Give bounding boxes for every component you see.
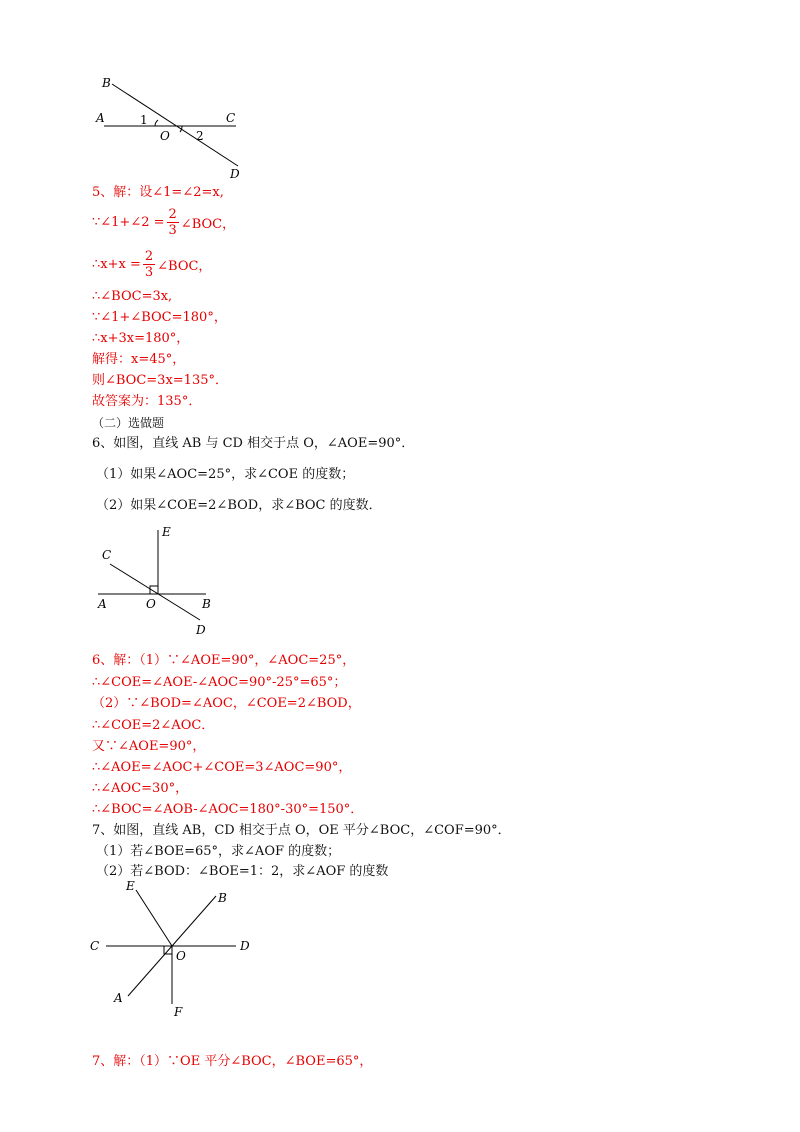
label-F: F (174, 1005, 183, 1019)
label-A: A (98, 597, 107, 611)
q7-part-1: （1）若∠BOE=65°，求∠AOF 的度数； (96, 844, 341, 859)
fraction-two-thirds (167, 207, 179, 238)
label-B: B (102, 76, 111, 90)
sol5-line-2-post: ∠BOC， (180, 217, 236, 232)
label-O: O (146, 597, 156, 611)
label-D: D (230, 167, 240, 181)
sol5-line-2 (92, 207, 235, 238)
label-E: E (162, 525, 171, 539)
label-D: D (240, 939, 250, 953)
figure-problem-6 (92, 524, 222, 639)
sol5-line-9: 故答案为：135°． (92, 394, 202, 409)
sol5-line-5: ∵∠1+∠BOC=180°， (92, 310, 227, 325)
q6-part-1: （1）如果∠AOC=25°，求∠COE 的度数； (96, 467, 355, 482)
sol5-line-7: 解得：x=45°， (92, 352, 186, 367)
sol5-line-8: 则∠BOC=3x=135°． (92, 373, 228, 388)
sol6-line-6: ∴∠AOE=∠AOC+∠COE=3∠AOC=90°， (92, 760, 352, 775)
label-A: A (114, 991, 123, 1005)
label-D: D (196, 623, 206, 637)
fraction-numerator: 2 (144, 249, 154, 264)
label-A: A (96, 111, 105, 125)
label-B: B (202, 597, 211, 611)
q6-part-2: （2）如果∠COE=2∠BOD，求∠BOC 的度数． (96, 498, 382, 513)
fraction-two-thirds (143, 249, 155, 280)
line-CD (110, 564, 200, 620)
figure-problem-5 (90, 74, 250, 184)
sol6-line-2: ∴∠COE=∠AOE-∠AOC=90°-25°=65°； (92, 675, 347, 690)
line-BD (112, 84, 238, 166)
label-C: C (226, 111, 236, 125)
sol7-line-1: 7、解：（1）∵OE 平分∠BOC，∠BOE=65°， (92, 1054, 373, 1069)
label-B: B (218, 891, 227, 905)
label-2: 2 (196, 129, 204, 143)
sol5-line-3 (92, 249, 211, 280)
label-O: O (160, 129, 170, 143)
figure-problem-7 (88, 878, 263, 1018)
q6-stem: 6、如图，直线 AB 与 CD 相交于点 O，∠AOE=90°． (92, 436, 415, 451)
sol6-line-5: 又∵∠AOE=90°， (92, 739, 206, 754)
sol6-line-1: 6、解：（1）∵∠AOE=90°，∠AOC=25°， (92, 653, 356, 668)
label-E: E (126, 879, 135, 893)
q7-stem: 7、如图，直线 AB，CD 相交于点 O，OE 平分∠BOC，∠COF=90°． (92, 823, 511, 838)
label-1: 1 (140, 113, 148, 127)
sol6-line-4: ∴∠COE=2∠AOC． (92, 718, 215, 733)
fraction-denominator: 3 (168, 223, 177, 238)
sol6-line-3: （2）∵∠BOD=∠AOC，∠COE=2∠BOD， (92, 696, 361, 711)
label-C: C (102, 548, 112, 562)
ray-OE (136, 890, 172, 946)
sol6-line-8: ∴∠BOC=∠AOB-∠AOC=180°-30°=150°． (92, 802, 364, 817)
sol5-line-6: ∴x+3x=180°， (92, 331, 190, 346)
sol5-line-3-post: ∠BOC， (157, 259, 212, 274)
angle-1-arc (155, 120, 158, 126)
label-O: O (176, 949, 186, 963)
q7-part-2: （2）若∠BOD：∠BOE=1：2，求∠AOF 的度数 (96, 864, 389, 879)
fraction-numerator: 2 (168, 207, 177, 222)
sol5-line-4: ∴∠BOC=3x, (92, 289, 173, 304)
sol5-line-2-pre: ∵∠1+∠2 = (92, 215, 165, 230)
sol5-line-1: 5、解：设∠1=∠2=x, (92, 185, 224, 200)
section-heading: （二）选做题 (92, 416, 165, 430)
sol5-line-3-pre: ∴x+x = (92, 257, 141, 272)
sol6-line-7: ∴∠AOC=30°， (92, 781, 189, 796)
label-C: C (90, 939, 100, 953)
fraction-denominator: 3 (144, 265, 154, 280)
